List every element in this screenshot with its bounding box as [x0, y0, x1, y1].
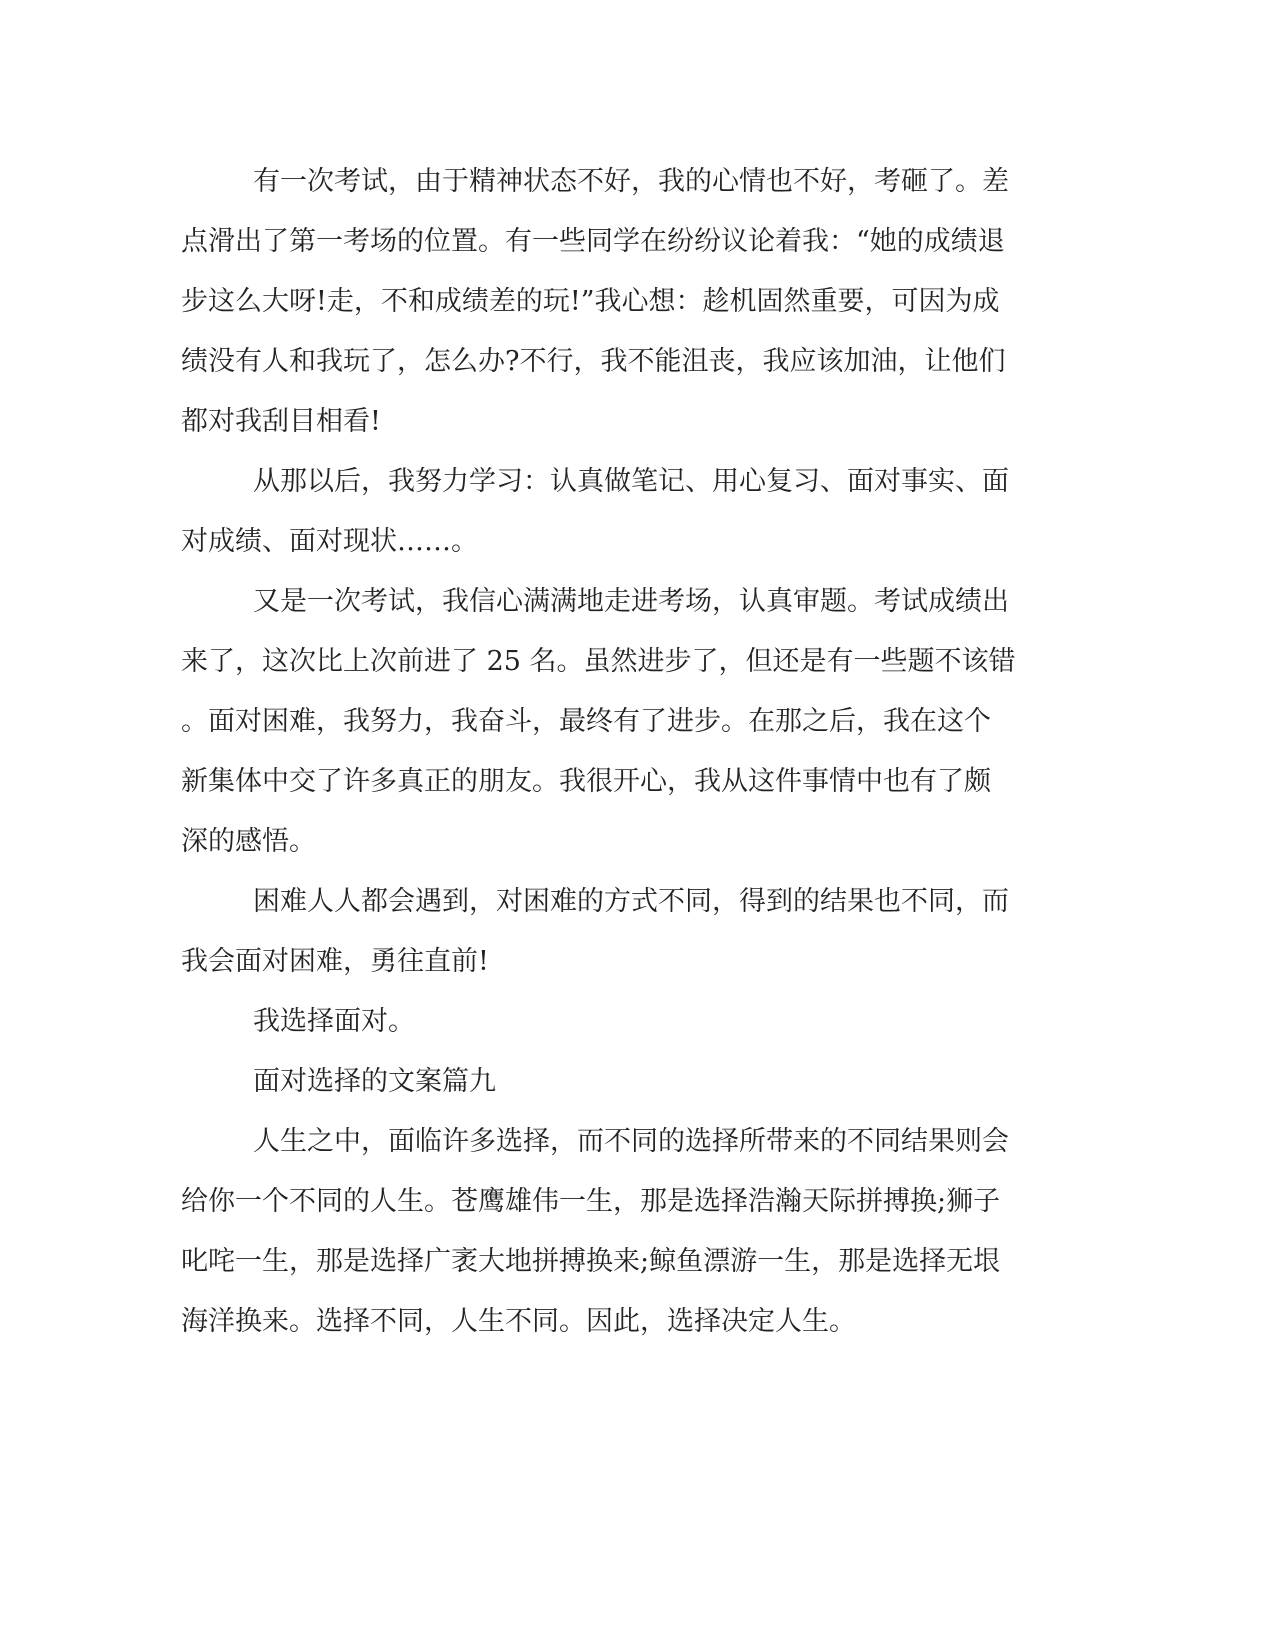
section-heading: [181, 1052, 1051, 1112]
paragraph: [181, 872, 1051, 992]
text-line: 又是一次考试，我信心满满地走进考场，认真审题。考试成绩出: [253, 586, 1009, 617]
paragraph: [181, 992, 1051, 1052]
paragraph: [181, 152, 1051, 452]
text-line: 人生之中，面临许多选择，而不同的选择所带来的不同结果则会: [253, 1126, 1009, 1157]
text-line: 困难人人都会遇到，对困难的方式不同，得到的结果也不同，而: [253, 886, 1009, 917]
text-line: 有一次考试，由于精神状态不好，我的心情也不好，考砸了。差: [253, 166, 1009, 197]
paragraph: [181, 572, 1051, 872]
text-line: 从那以后，我努力学习：认真做笔记、用心复习、面对事实、面: [253, 466, 1009, 497]
paragraph: [181, 1112, 1051, 1352]
text-line: 给你一个不同的人生。苍鹰雄伟一生，那是选择浩瀚天际拼搏换;狮子: [181, 1186, 1001, 1217]
text-line: 。面对困难，我努力，我奋斗，最终有了进步。在那之后，我在这个: [181, 706, 991, 737]
text-line: 步这么大呀!走，不和成绩差的玩!”我心想：趁机固然重要，可因为成: [181, 286, 1000, 317]
text-line: 叱咤一生，那是选择广袤大地拼搏换来;鲸鱼漂游一生，那是选择无垠: [181, 1246, 1001, 1277]
text-line: 我选择面对。: [253, 1006, 415, 1037]
text-line: 点滑出了第一考场的位置。有一些同学在纷纷议论着我：“她的成绩退: [181, 226, 1005, 257]
text-line: 绩没有人和我玩了，怎么办?不行，我不能沮丧，我应该加油，让他们: [181, 346, 1006, 377]
text-line: 对成绩、面对现状……。: [181, 526, 478, 557]
text-line: 新集体中交了许多真正的朋友。我很开心，我从这件事情中也有了颇: [181, 766, 991, 797]
text-line: 来了，这次比上次前进了 25 名。虽然进步了，但还是有一些题不该错: [181, 646, 1016, 677]
text-line: 深的感悟。: [181, 826, 316, 857]
text-line: 我会面对困难，勇往直前!: [181, 946, 489, 977]
document-body: [181, 152, 1051, 1352]
text-line: 海洋换来。选择不同，人生不同。因此，选择决定人生。: [181, 1306, 856, 1337]
heading-text: 面对选择的文案篇九: [253, 1066, 496, 1097]
paragraph: [181, 452, 1051, 572]
text-line: 都对我刮目相看!: [181, 406, 381, 437]
